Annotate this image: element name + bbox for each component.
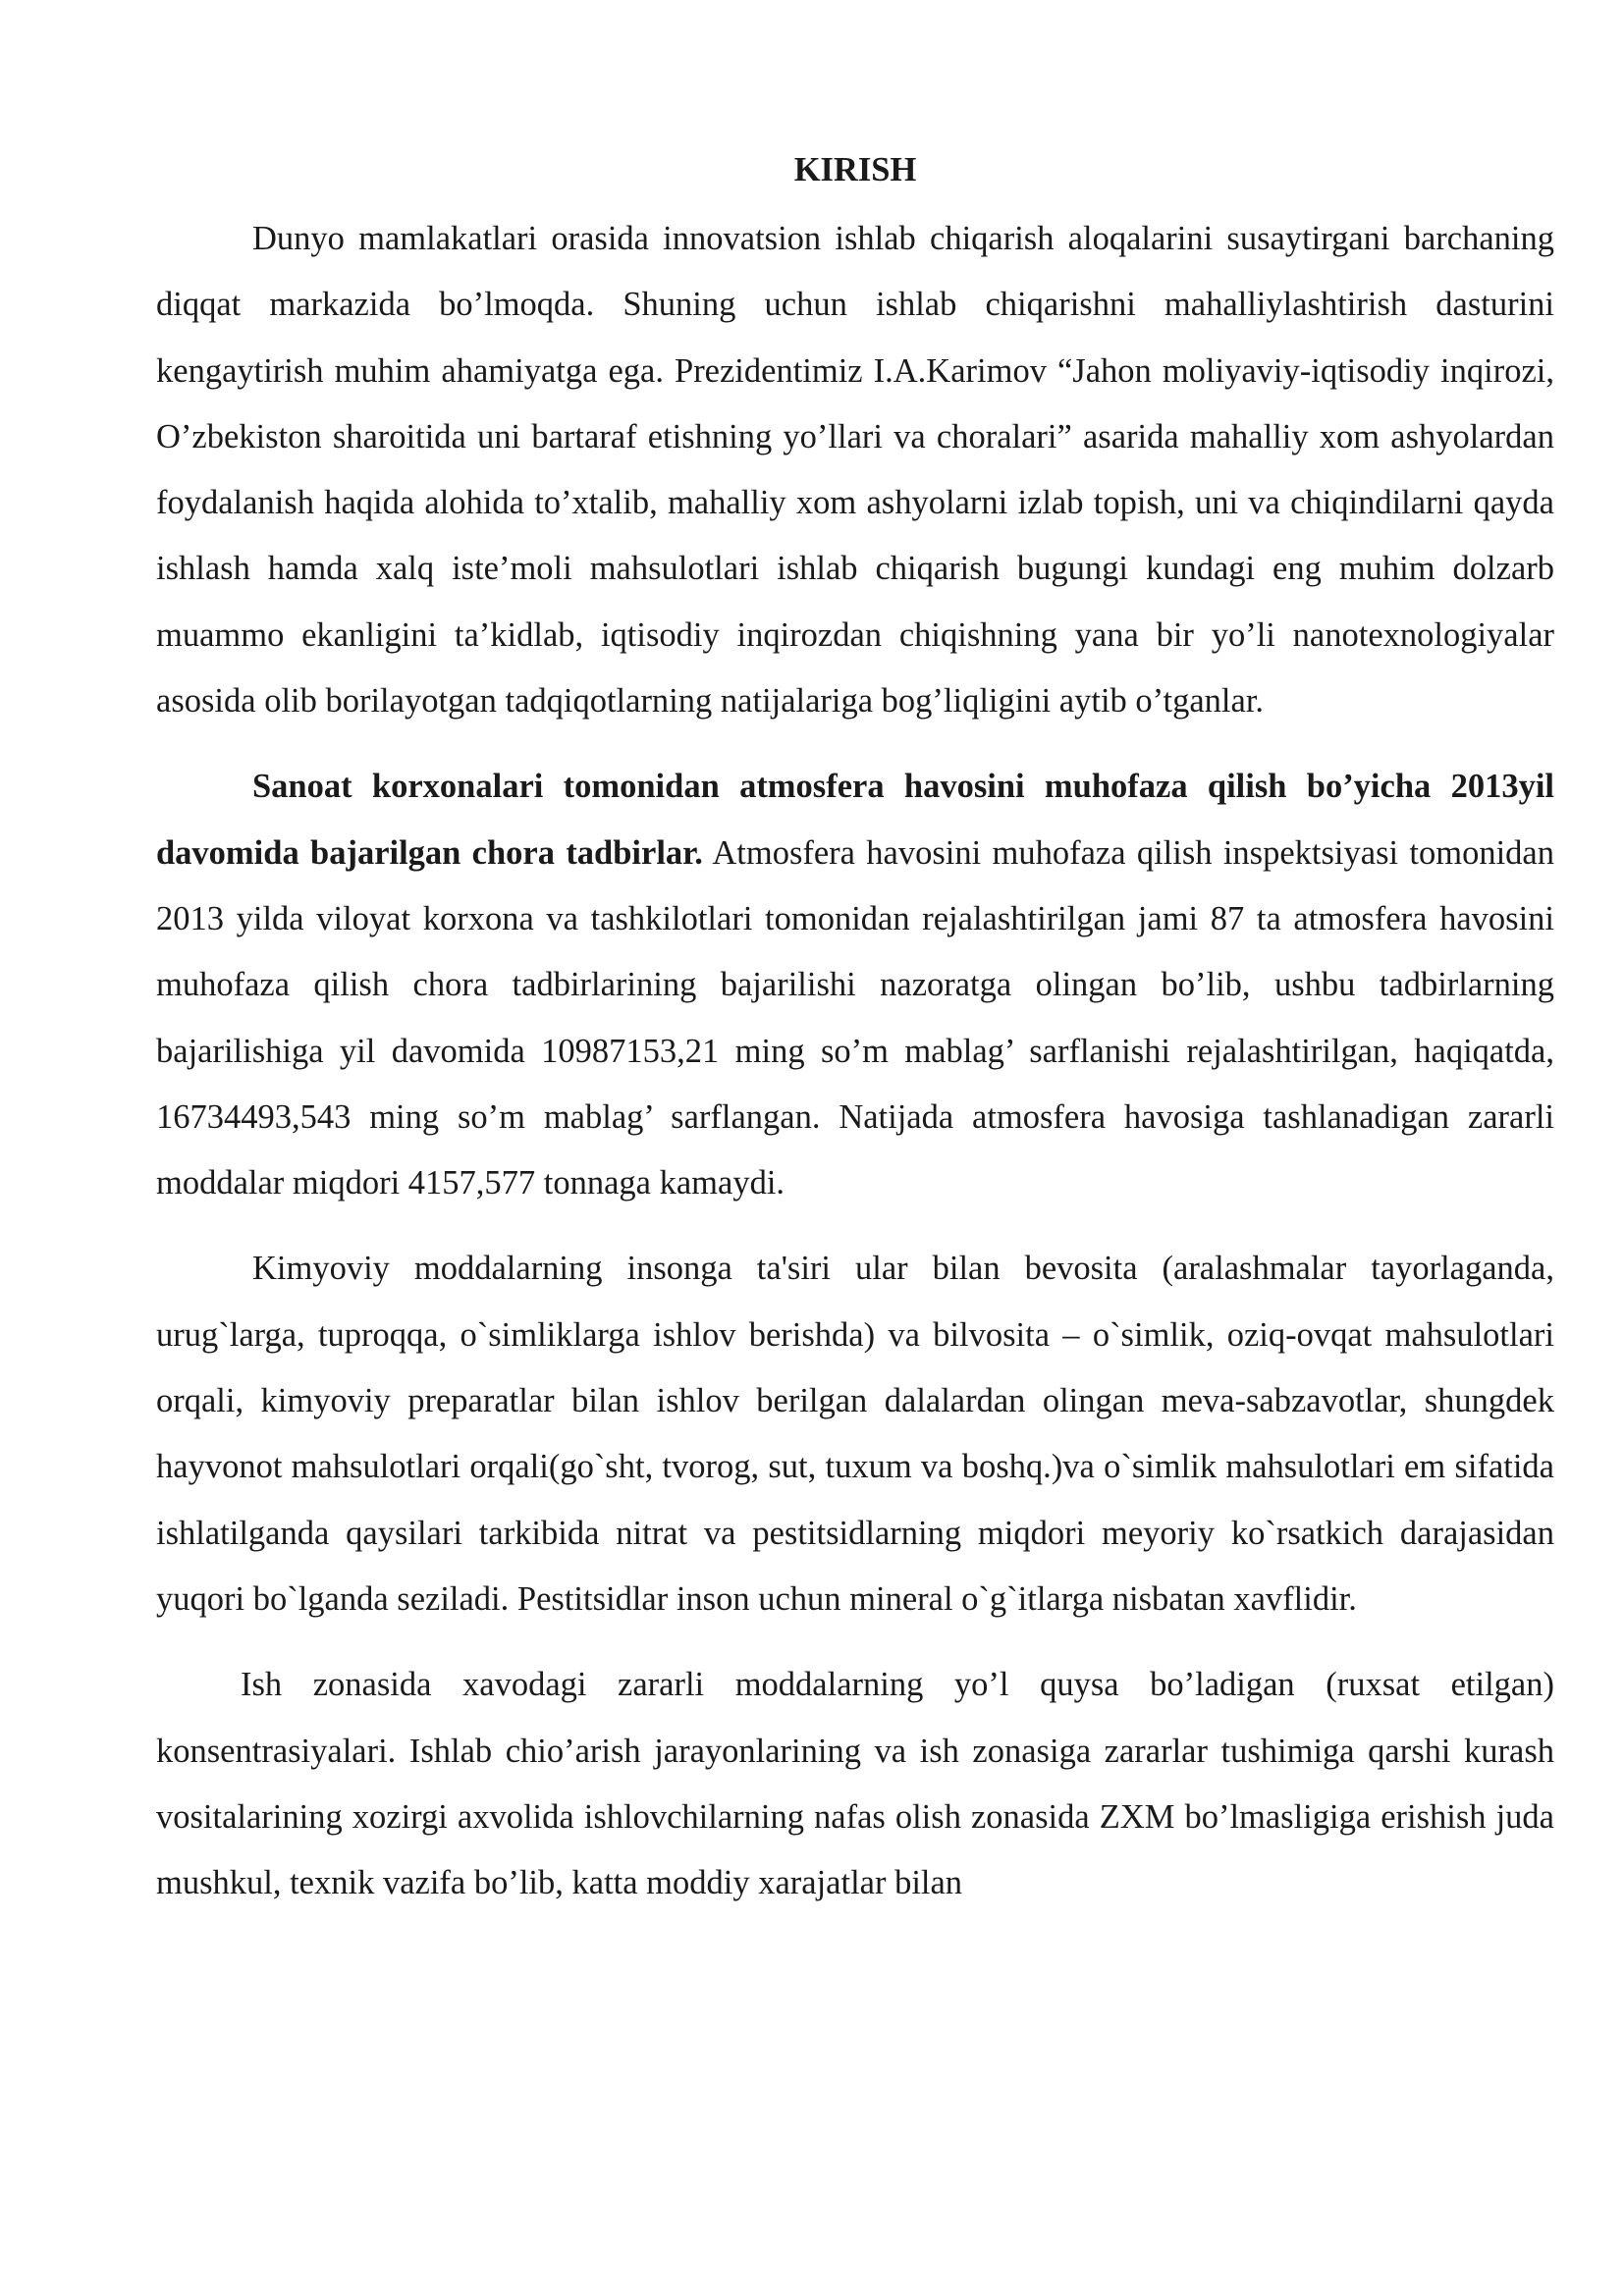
paragraph-heading-bold: Sanoat korxonalari tomonidan atmosfera havosini muhofaza qilish bo’yicha 2013yil davomida bajarilgan chora tadbirlar. — [156, 768, 1554, 872]
paragraph-work-zone: Ish zonasida xavodagi zararli moddalarning yo’l quysa bo’ladigan (ruxsat etilgan) konsentrasiyalari. Ishlab chio’arish jarayonlarining va ish zonasiga zararlar tushimiga qarshi kurash vositalarining xozirgi axvolida ishlovchilarning nafas olish zonasida ZXM bo’lmasligiga erishish juda mushkul, texnik vazifa bo’lib, katta moddiy xarajatlar bilan — [156, 1666, 1554, 1902]
paragraph-air-protection — [156, 754, 1554, 1216]
paragraph-chemicals: Kimyoviy moddalarning insonga ta'siri ular bilan bevosita (aralashmalar tayorlaganda, urug`larga, tuproqqa, o`simliklarga ishlov berishda) va bilvosita – o`simlik, oziq-ovqat mahsulotlari orqali, kimyoviy preparatlar bilan ishlov berilgan dalalardan olingan meva-sabzavotlar, shungdek hayvonot mahsulotlari orqali(go`sht, tvorog, sut, tuxum va boshq.)va o`simlik mahsulotlari em sifatida ishlatilganda qaysilari tarkibida nitrat va pestitsidlarning miqdori meyoriy ko`rsatkich darajasidan yuqori bo`lganda seziladi. Pestitsidlar inson uchun mineral o`g`itlarga nisbatan xavflidir. — [156, 1250, 1554, 1618]
paragraph-intro: Dunyo mamlakatlari orasida innovatsion ishlab chiqarish aloqalarini susaytirgani barchaning diqqat markazida bo’lmoqda. Shuning uchun ishlab chiqarishni mahalliylashtirish dasturini kengaytirish muhim ahamiyatga ega. Prezidentimiz I.A.Karimov “Jahon moliyaviy-iqtisodiy inqirozi, O’zbekiston sharoitida uni bartaraf etishning yo’llari va choralari” asarida mahalliy xom ashyolardan foydalanish haqida alohida to’xtalib, mahalliy xom ashyolarni izlab topish, uni va chiqindilarni qayda ishlash hamda xalq iste’moli mahsulotlari ishlab chiqarish bugungi kundagi eng muhim dolzarb muammo ekanligini ta’kidlab, iqtisodiy inqirozdan chiqishning yana bir yo’li nanotexnologiyalar asosida olib borilayotgan tadqiqotlarning natijalariga bog’liqligini aytib o’tganlar. — [156, 220, 1554, 721]
paragraph-air-protection-text: Atmosfera havosini muhofaza qilish inspektsiyasi tomonidan 2013 yilda viloyat korxona va tashkilotlari tomonidan rejalashtirilgan jami 87 ta atmosfera havosini muhofaza qilish chora tadbirlarining bajarilishi nazoratga olingan bo’lib, ushbu tadbirlarning bajarilishiga yil davomida 10987153,21 ming so’m mablag’ sarflanishi rejalashtirilgan, haqiqatda, 16734493,543 ming so’m mablag’ sarflangan. Natijada atmosfera havosiga tashlanadigan zararli moddalar miqdori 4157,577 tonnaga kamaydi. — [156, 833, 1554, 1202]
document-page — [156, 137, 1554, 1916]
page-title: KIRISH — [793, 151, 917, 188]
